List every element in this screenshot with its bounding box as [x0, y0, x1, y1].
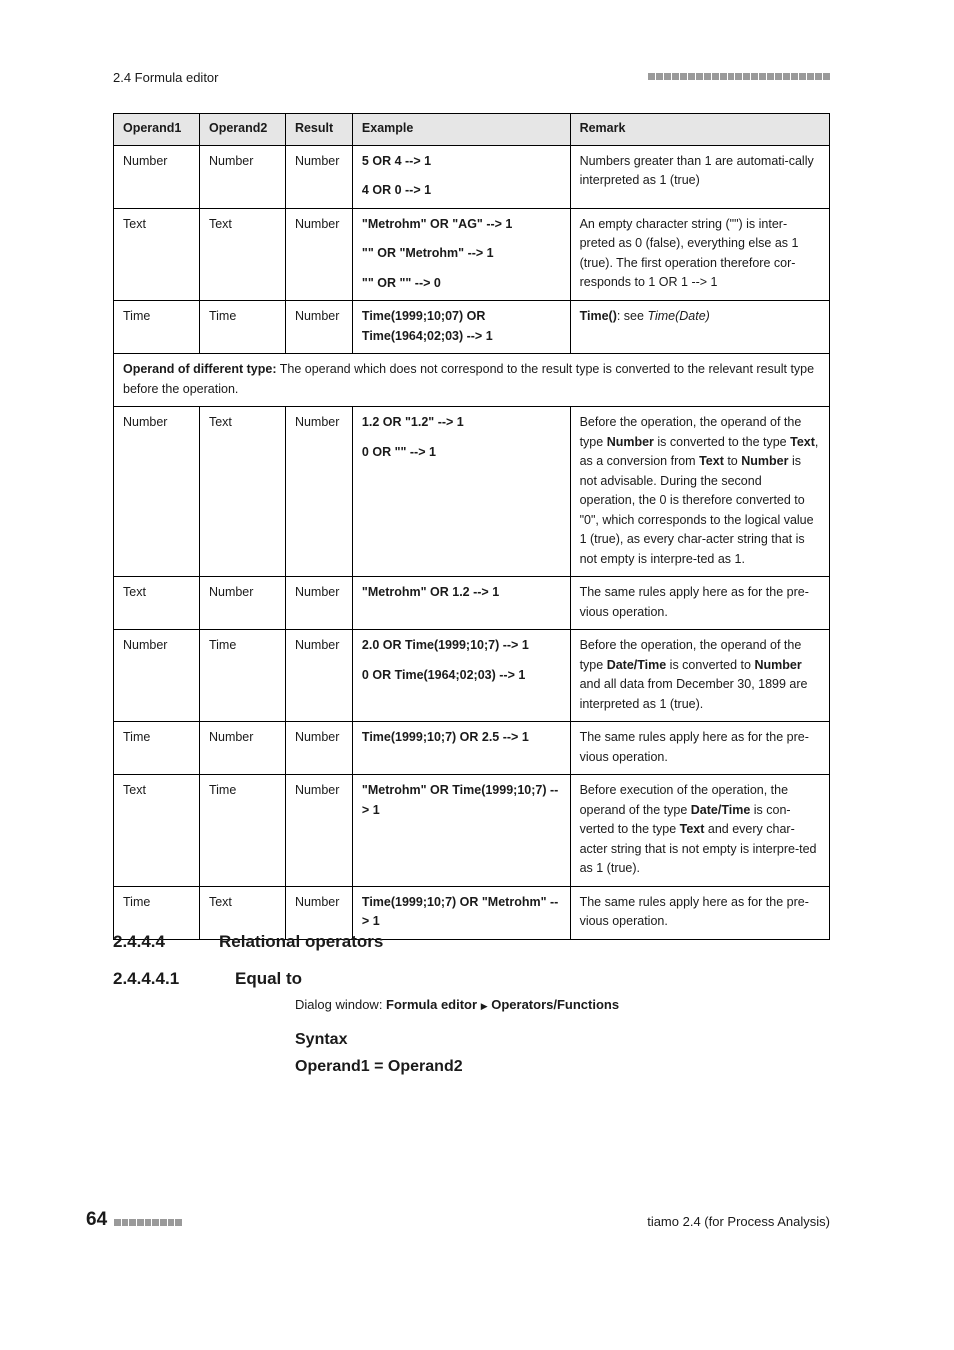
remark-text: : see	[616, 309, 648, 323]
dialog-path-item: Formula editor	[386, 997, 478, 1012]
remark-keyword: Number	[741, 454, 789, 468]
section-heading-relational-operators	[113, 932, 383, 952]
operand1-cell: Number	[114, 145, 200, 208]
remark-cell: The same rules apply here as for the pre-vious operation.	[570, 722, 829, 775]
result-cell: Number	[285, 775, 352, 887]
example-line: "Metrohm" OR 1.2 --> 1	[361, 585, 500, 599]
example-line: 0 OR Time(1964;02;03) --> 1	[361, 667, 526, 682]
result-cell: Number	[285, 407, 352, 577]
remark-text: and all data from December 30, 1899 are interpreted as 1 (true).	[579, 677, 808, 711]
result-cell: Number	[285, 577, 352, 630]
dialog-prefix: Dialog window:	[295, 997, 387, 1012]
example-cell	[352, 886, 570, 939]
remark-cell: The same rules apply here as for the pre-vious operation.	[570, 886, 829, 939]
example-cell	[352, 630, 570, 722]
example-line: "Metrohm" OR "AG" --> 1	[361, 216, 513, 231]
example-cell	[352, 722, 570, 775]
example-cell	[352, 208, 570, 301]
remark-cell	[570, 407, 829, 577]
example-line: "" OR "" --> 0	[361, 275, 441, 290]
remark-text: Before execution of the operation, the operand of the type	[579, 783, 789, 817]
example-line: 5 OR 4 --> 1	[361, 153, 432, 168]
remark-text: Before the operation, the operand of the type	[579, 638, 802, 672]
operand2-cell: Time	[199, 301, 285, 354]
result-cell: Number	[285, 630, 352, 722]
arrow-right-icon: ▶	[480, 1001, 488, 1011]
syntax-expression: Operand1 = Operand2	[295, 1058, 463, 1075]
result-cell: Number	[285, 208, 352, 301]
remark-text: is not advisable. During the second operation, the 0 is therefore converted to "0", which corresponds to the logical value 1 (true), as every char-acter string that is not empty is interpre-ted as 1.	[579, 454, 814, 566]
example-line: 0 OR "" --> 1	[361, 444, 436, 459]
table-row	[114, 354, 830, 407]
operand1-cell: Number	[114, 407, 200, 577]
remark-text: is converted to	[666, 657, 755, 672]
table-row	[114, 407, 830, 577]
example-line: Time(1999;10;07) OR Time(1964;02;03) --> 1	[361, 309, 493, 343]
result-cell: Number	[285, 145, 352, 208]
remark-keyword: Text	[790, 434, 815, 449]
example-line: Time(1999;10;7) OR "Metrohm" --> 1	[361, 894, 559, 928]
operand2-cell: Number	[199, 145, 285, 208]
section-title: Relational operators	[219, 932, 384, 951]
operand2-cell: Time	[199, 775, 285, 887]
example-line: "Metrohm" OR Time(1999;10;7) --> 1	[361, 783, 559, 817]
operand1-cell: Time	[114, 722, 200, 775]
column-header: Result	[285, 114, 352, 146]
remark-text: Before the operation, the operand of the type	[579, 415, 802, 449]
table-row	[114, 722, 830, 775]
remark-cell	[570, 775, 829, 887]
or-operator-table	[113, 113, 830, 940]
example-line: 4 OR 0 --> 1	[361, 183, 432, 197]
operand2-cell: Text	[199, 886, 285, 939]
operand2-cell: Text	[199, 208, 285, 301]
header-decoration	[648, 72, 830, 81]
remark-text: is con-verted to the type	[579, 802, 791, 836]
remark-text: and every char-acter string that is not empty is interpre-ted as 1 (true).	[579, 822, 817, 875]
remark-text: , as a conversion from	[579, 434, 819, 468]
section-number: 2.4.4.4	[113, 932, 165, 951]
example-line: Time(1999;10;7) OR 2.5 --> 1	[361, 730, 529, 744]
remark-cell: An empty character string ("") is inter-preted as 0 (false), everything else as 1 (true). The first operation therefore cor-responds to 1 OR 1 --> 1	[570, 208, 829, 301]
example-cell	[352, 301, 570, 354]
remark-keyword: Text	[699, 454, 724, 468]
operand2-cell: Time	[199, 630, 285, 722]
different-type-note	[114, 354, 830, 407]
table-row	[114, 775, 830, 887]
operand1-cell: Text	[114, 577, 200, 630]
footer-decoration	[114, 1218, 182, 1226]
operand1-cell: Time	[114, 886, 200, 939]
remark-keyword: Text	[679, 822, 705, 836]
example-cell	[352, 407, 570, 577]
column-header: Operand1	[114, 114, 200, 146]
example-cell	[352, 775, 570, 887]
column-header: Example	[352, 114, 570, 146]
footer-product: tiamo 2.4 (for Process Analysis)	[647, 1214, 830, 1229]
section-title: Equal to	[235, 969, 303, 988]
example-line: "" OR "Metrohm" --> 1	[361, 246, 494, 260]
result-cell: Number	[285, 722, 352, 775]
syntax-heading: Syntax	[295, 1031, 348, 1048]
column-header: Remark	[570, 114, 829, 146]
remark-keyword: Number	[754, 657, 802, 672]
remark-keyword: Date/Time	[606, 657, 667, 672]
example-line: 1.2 OR "1.2" --> 1	[361, 415, 464, 429]
section-heading-equal-to	[113, 969, 302, 989]
remark-keyword: Date/Time	[690, 802, 751, 817]
note-label: Operand of different type:	[123, 362, 277, 376]
column-header: Operand2	[199, 114, 285, 146]
dialog-path	[295, 997, 619, 1012]
table-row	[114, 145, 830, 208]
remark-cell: Numbers greater than 1 are automati-cally interpreted as 1 (true)	[570, 145, 829, 208]
section-number: 2.4.4.4.1	[113, 969, 180, 988]
operand2-cell: Text	[199, 407, 285, 577]
operand1-cell: Time	[114, 301, 200, 354]
remark-text: to	[723, 454, 742, 468]
result-cell: Number	[285, 886, 352, 939]
example-line: 2.0 OR Time(1999;10;7) --> 1	[361, 638, 529, 652]
operand1-cell: Text	[114, 775, 200, 887]
running-header: 2.4 Formula editor	[113, 70, 219, 85]
note-text: The operand which does not correspond to the result type is converted to the relevant result type before the operation.	[123, 362, 815, 396]
operand2-cell: Number	[199, 722, 285, 775]
table-row	[114, 208, 830, 301]
table-row	[114, 301, 830, 354]
remark-cell	[570, 301, 829, 354]
operand2-cell: Number	[199, 577, 285, 630]
result-cell: Number	[285, 301, 352, 354]
remark-reference: Time(Date)	[647, 309, 710, 323]
remark-keyword: Time()	[579, 309, 617, 323]
remark-cell: The same rules apply here as for the pre-vious operation.	[570, 577, 829, 630]
page-number: 64	[86, 1209, 108, 1230]
remark-cell	[570, 630, 829, 722]
example-cell	[352, 577, 570, 630]
remark-keyword: Number	[606, 434, 654, 449]
operand1-cell: Number	[114, 630, 200, 722]
remark-text: is converted to the type	[653, 434, 791, 449]
example-cell	[352, 145, 570, 208]
table-header-row	[114, 114, 830, 146]
table-row	[114, 630, 830, 722]
dialog-path-item: Operators/Functions	[491, 997, 620, 1012]
table-row	[114, 577, 830, 630]
operand1-cell: Text	[114, 208, 200, 301]
